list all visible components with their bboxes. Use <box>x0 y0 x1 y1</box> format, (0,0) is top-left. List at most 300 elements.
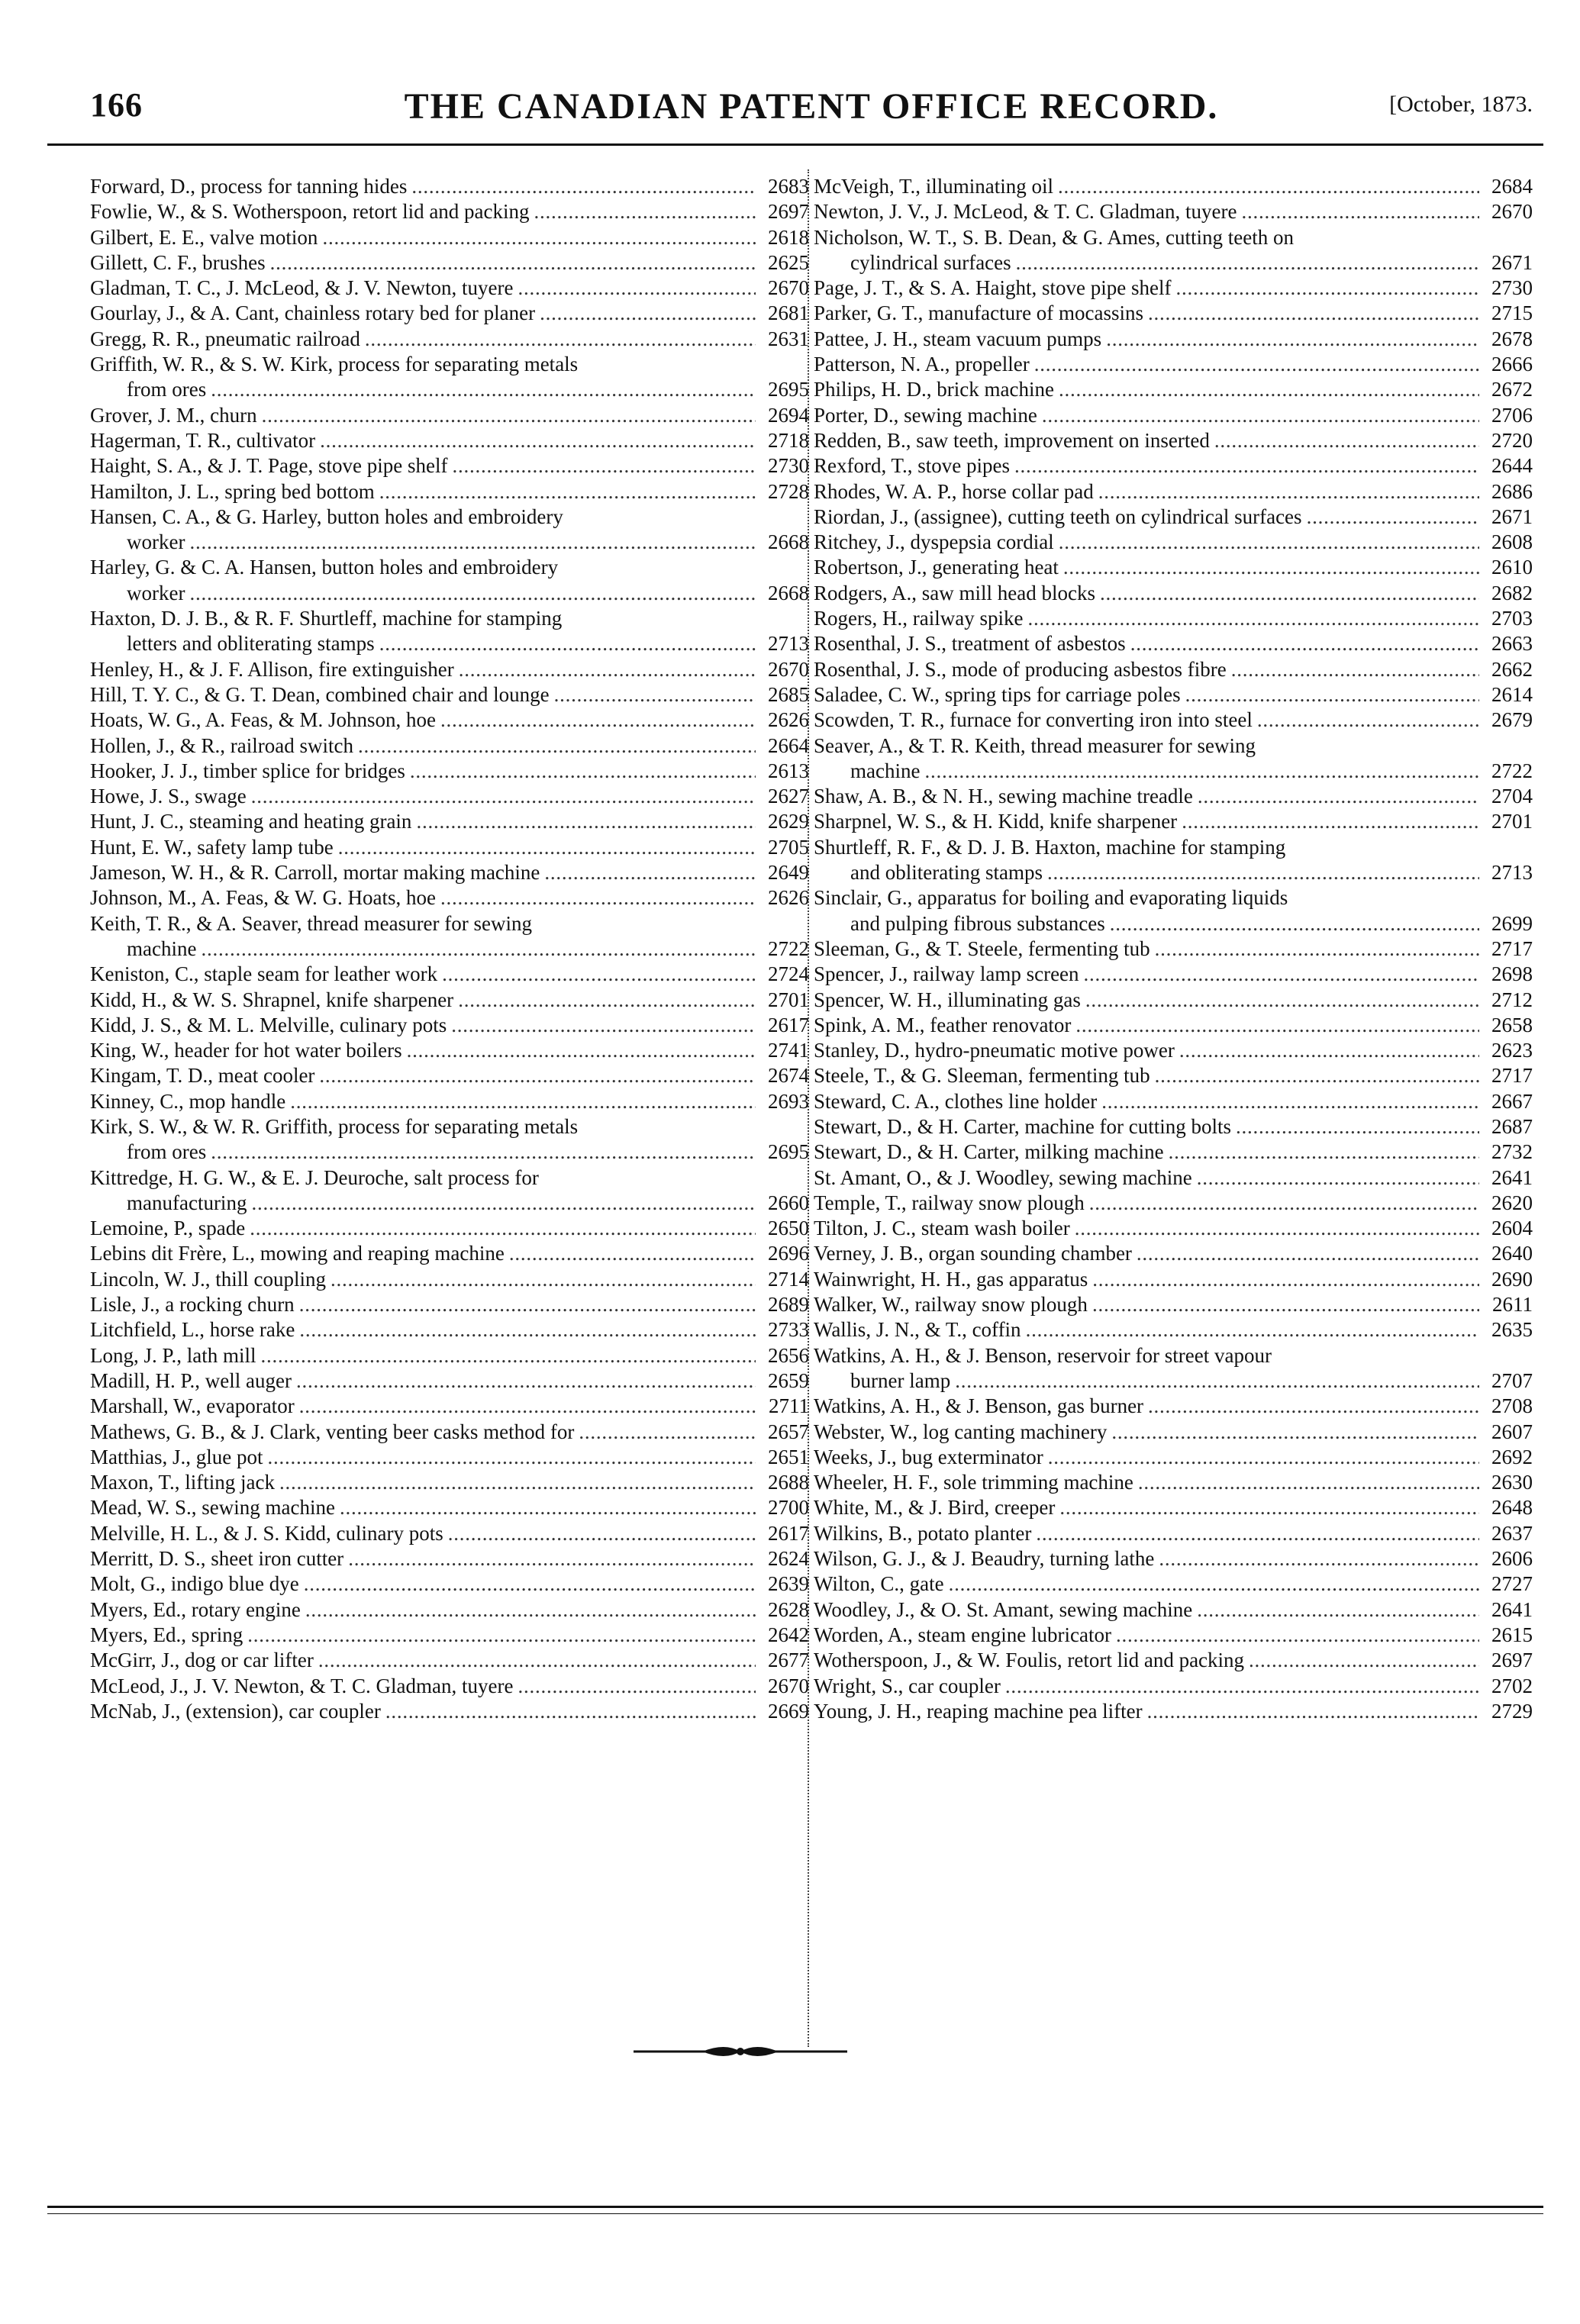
patent-number: 2713 <box>1491 861 1533 885</box>
patent-number: 2705 <box>768 835 809 859</box>
index-entry <box>814 225 1533 276</box>
patent-number: 2641 <box>1491 1597 1533 1621</box>
patent-number: 2688 <box>768 1471 809 1494</box>
entry-text: McNab, J., (extension), car coupler <box>90 1699 381 1723</box>
entry-line <box>90 860 809 885</box>
entry-line <box>90 1623 809 1648</box>
entry-text: McGirr, J., dog or car lifter <box>90 1649 314 1672</box>
patent-number: 2722 <box>768 936 809 960</box>
entry-line <box>90 504 809 530</box>
entry-text: Hunt, E. W., safety lamp tube <box>90 835 334 859</box>
index-entry <box>814 403 1533 428</box>
index-entry <box>814 174 1533 199</box>
patent-number: 2711 <box>769 1394 809 1418</box>
patent-number: 2717 <box>1491 936 1533 960</box>
patent-number: 2667 <box>1491 1089 1533 1113</box>
entry-text: Nicholson, W. T., S. B. Dean, & G. Ames, cutting teeth on <box>814 225 1294 249</box>
entry-line <box>90 1699 809 1724</box>
patent-number: 2607 <box>1491 1420 1533 1443</box>
entry-line <box>814 327 1533 352</box>
entry-text: Jameson, W. H., & R. Carroll, mortar making machine <box>90 861 540 885</box>
dot-leader <box>544 860 756 885</box>
dot-leader <box>304 1571 756 1597</box>
entry-line <box>814 1470 1533 1495</box>
index-entry <box>90 1165 809 1217</box>
entry-text: Steward, C. A., clothes line holder <box>814 1089 1098 1113</box>
dot-leader <box>379 631 756 656</box>
patent-number: 2712 <box>1491 988 1533 1011</box>
entry-line <box>90 1038 809 1063</box>
entry-line <box>90 1267 809 1292</box>
entry-text: Fowlie, W., & S. Wotherspoon, retort lid and packing <box>90 200 530 224</box>
entry-line <box>90 174 809 199</box>
dot-leader <box>385 1699 756 1724</box>
footer-rule-thin <box>47 2213 1543 2214</box>
entry-text: Hooker, J. J., timber splice for bridges <box>90 759 405 782</box>
patent-number: 2697 <box>768 200 809 224</box>
entry-line <box>90 1546 809 1571</box>
dot-leader <box>1059 530 1479 555</box>
entry-text: Stewart, D., & H. Carter, machine for cutting bolts <box>814 1114 1232 1138</box>
patent-number: 2696 <box>768 1242 809 1265</box>
patent-number: 2608 <box>1491 530 1533 554</box>
entry-line <box>814 733 1533 759</box>
entry-continuation-line <box>90 377 809 402</box>
dot-leader <box>340 1495 756 1520</box>
index-entry <box>814 199 1533 224</box>
entry-line <box>90 1343 809 1368</box>
entry-text: Riordan, J., (assignee), cutting teeth on cylindrical surfaces <box>814 504 1302 528</box>
dot-leader <box>440 708 756 733</box>
entry-text: Walker, W., railway snow plough <box>814 1293 1088 1317</box>
patent-number: 2660 <box>768 1191 809 1214</box>
entry-text: Hansen, C. A., & G. Harley, button holes and embroidery <box>90 504 563 528</box>
patent-number: 2684 <box>1491 175 1533 198</box>
entry-text: Lemoine, P., spade <box>90 1217 246 1240</box>
dot-leader <box>1197 1597 1479 1623</box>
entry-line <box>814 1292 1533 1317</box>
entry-text: Patterson, N. A., propeller <box>814 353 1030 376</box>
entry-line <box>814 428 1533 453</box>
dot-leader <box>1155 936 1479 962</box>
index-entry <box>90 1013 809 1038</box>
index-entry <box>90 301 809 326</box>
index-entry <box>90 1241 809 1266</box>
index-entry <box>814 1038 1533 1063</box>
entry-line <box>90 1648 809 1673</box>
patent-number: 2724 <box>768 962 809 986</box>
index-entry <box>90 860 809 885</box>
entry-text: Tilton, J. C., steam wash boiler <box>814 1217 1070 1240</box>
index-entry <box>90 1089 809 1114</box>
index-entry <box>90 1571 809 1597</box>
dot-leader <box>296 1368 756 1394</box>
index-entry <box>90 352 809 403</box>
index-entry <box>814 1114 1533 1139</box>
index-entry <box>90 1546 809 1571</box>
entry-line <box>90 428 809 453</box>
patent-number: 2614 <box>1491 682 1533 706</box>
dot-leader <box>1231 657 1479 682</box>
entry-line <box>90 1368 809 1394</box>
entry-text: Gladman, T. C., J. McLeod, & J. V. Newton, tuyere <box>90 276 514 300</box>
patent-number: 2707 <box>1491 1368 1533 1392</box>
patent-number: 2708 <box>1491 1394 1533 1418</box>
index-entry <box>814 1292 1533 1317</box>
dot-leader <box>211 377 756 402</box>
entry-text: machine <box>127 936 197 960</box>
dot-leader <box>1092 1292 1479 1317</box>
dot-leader <box>348 1546 756 1571</box>
entry-line <box>814 1674 1533 1699</box>
patent-number: 2662 <box>1491 657 1533 681</box>
entry-text: Wilson, G. J., & J. Beaudry, turning lathe <box>814 1547 1155 1571</box>
entry-continuation-line <box>814 1368 1533 1394</box>
column-divider <box>808 169 809 2047</box>
entry-line <box>90 759 809 784</box>
index-entry <box>90 174 809 199</box>
entry-text: Mead, W. S., sewing machine <box>90 1496 335 1520</box>
entry-line <box>814 352 1533 377</box>
patent-number: 2728 <box>768 479 809 503</box>
dot-leader <box>924 759 1479 784</box>
dot-leader <box>1085 988 1479 1013</box>
entry-continuation-line <box>90 530 809 555</box>
dot-leader <box>955 1368 1479 1394</box>
entry-line <box>90 682 809 708</box>
entry-line <box>814 377 1533 402</box>
index-entry <box>814 1699 1533 1724</box>
entry-text: Gilbert, E. E., valve motion <box>90 225 318 249</box>
entry-text: burner lamp <box>850 1368 951 1392</box>
entry-text: Pattee, J. H., steam vacuum pumps <box>814 327 1102 350</box>
entry-line <box>814 885 1533 911</box>
index-entry <box>90 276 809 301</box>
entry-continuation-line <box>90 581 809 606</box>
entry-line <box>814 453 1533 479</box>
entry-text: McLeod, J., J. V. Newton, & T. C. Gladman, tuyere <box>90 1674 514 1697</box>
patent-number: 2703 <box>1491 607 1533 630</box>
entry-text: manufacturing <box>127 1191 247 1214</box>
entry-text: Temple, T., railway snow plough <box>814 1191 1085 1214</box>
patent-number: 2626 <box>768 708 809 732</box>
dot-leader <box>1014 453 1479 479</box>
entry-line <box>814 1114 1533 1139</box>
entry-text: Harley, G. & C. A. Hansen, button holes and embroidery <box>90 556 559 579</box>
index-entry <box>814 327 1533 352</box>
entry-text: Litchfield, L., horse rake <box>90 1318 295 1342</box>
dot-leader <box>251 784 756 809</box>
patent-number: 2640 <box>1491 1242 1533 1265</box>
patent-number: 2699 <box>1491 911 1533 935</box>
entry-text: Myers, Ed., rotary engine <box>90 1597 301 1621</box>
entry-line <box>814 1191 1533 1216</box>
entry-continuation-line <box>90 1191 809 1216</box>
index-entry <box>814 1648 1533 1673</box>
entry-line <box>814 962 1533 987</box>
journal-title: THE CANADIAN PATENT OFFICE RECORD. <box>404 86 1219 127</box>
patent-number: 2730 <box>1491 276 1533 300</box>
patent-number: 2664 <box>768 733 809 757</box>
dot-leader <box>262 403 756 428</box>
entry-line <box>90 988 809 1013</box>
index-entry <box>90 1292 809 1317</box>
dot-leader <box>331 1267 756 1292</box>
entry-text: Merritt, D. S., sheet iron cutter <box>90 1547 344 1571</box>
dot-leader <box>1084 962 1479 987</box>
entry-text: Scowden, T. R., furnace for converting iron into steel <box>814 708 1253 732</box>
patent-number: 2630 <box>1491 1471 1533 1494</box>
entry-text: Hamilton, J. L., spring bed bottom <box>90 479 375 503</box>
patent-number: 2727 <box>1491 1572 1533 1596</box>
dot-leader <box>1179 1038 1479 1063</box>
index-entry <box>814 1063 1533 1088</box>
patent-number: 2670 <box>768 657 809 681</box>
patent-number: 2681 <box>768 301 809 325</box>
entry-line <box>90 1013 809 1038</box>
entry-text: McVeigh, T., illuminating oil <box>814 175 1053 198</box>
index-entry <box>90 225 809 250</box>
entry-text: Gourlay, J., & A. Cant, chainless rotary bed for planer <box>90 301 536 325</box>
dot-leader <box>1257 708 1479 733</box>
dot-leader <box>1059 1495 1479 1520</box>
index-entry <box>814 885 1533 936</box>
entry-line <box>90 1470 809 1495</box>
entry-text: Rogers, H., railway spike <box>814 607 1024 630</box>
index-entry <box>814 1013 1533 1038</box>
entry-line <box>90 962 809 987</box>
dot-leader <box>1111 1420 1479 1445</box>
entry-line <box>814 1495 1533 1520</box>
entry-text: Wilkins, B., potato planter <box>814 1521 1032 1545</box>
dot-leader <box>1236 1114 1479 1139</box>
entry-line <box>814 708 1533 733</box>
patent-number: 2715 <box>1491 301 1533 325</box>
index-entry <box>90 885 809 911</box>
dot-leader <box>1147 1699 1479 1724</box>
entry-text: Philips, H. D., brick machine <box>814 378 1054 401</box>
entry-line <box>90 809 809 834</box>
entry-text: Sinclair, G., apparatus for boiling and evaporating liquids <box>814 886 1288 910</box>
entry-line <box>814 1165 1533 1191</box>
entry-line <box>90 1241 809 1266</box>
patent-number: 2674 <box>768 1064 809 1088</box>
patent-number: 2701 <box>1491 810 1533 833</box>
entry-line <box>814 1089 1533 1114</box>
patent-number: 2695 <box>768 1140 809 1164</box>
patent-number: 2669 <box>768 1699 809 1723</box>
entry-line <box>90 708 809 733</box>
index-entry <box>814 1495 1533 1520</box>
entry-line <box>90 911 809 936</box>
index-entry <box>814 784 1533 809</box>
dot-leader <box>1047 860 1479 885</box>
index-entry <box>814 530 1533 555</box>
entry-text: Shurtleff, R. F., & D. J. B. Haxton, machine for stamping <box>814 835 1286 859</box>
dot-leader <box>201 936 756 962</box>
entry-text: Maxon, T., lifting jack <box>90 1471 275 1494</box>
dot-leader <box>1148 1394 1479 1419</box>
entry-text: Gregg, R. R., pneumatic railroad <box>90 327 360 350</box>
patent-number: 2658 <box>1491 1013 1533 1036</box>
patent-number: 2685 <box>768 682 809 706</box>
entry-text: Seaver, A., & T. R. Keith, thread measurer for sewing <box>814 733 1256 757</box>
dot-leader <box>279 1470 756 1495</box>
index-entry <box>90 327 809 352</box>
entry-text: Spencer, W. H., illuminating gas <box>814 988 1081 1011</box>
index-entry <box>814 581 1533 606</box>
entry-text: Webster, W., log canting machinery <box>814 1420 1108 1443</box>
entry-text: Henley, H., & J. F. Allison, fire extinguisher <box>90 657 454 681</box>
entry-text: White, M., & J. Bird, creeper <box>814 1496 1056 1520</box>
entry-line <box>814 1317 1533 1343</box>
entry-text: Steele, T., & G. Sleeman, fermenting tub <box>814 1064 1150 1088</box>
entry-line <box>90 835 809 860</box>
index-column-left <box>90 174 809 1724</box>
index-entry <box>90 988 809 1013</box>
dot-leader <box>452 453 756 479</box>
entry-line <box>90 1165 809 1191</box>
dot-leader <box>211 1139 756 1165</box>
index-entry <box>90 199 809 224</box>
index-entry <box>90 1063 809 1088</box>
dot-leader <box>1241 199 1479 224</box>
dot-leader <box>338 835 756 860</box>
patent-number: 2624 <box>768 1547 809 1571</box>
entry-line <box>90 1495 809 1520</box>
patent-number: 2642 <box>768 1623 809 1646</box>
index-entry <box>90 403 809 428</box>
index-entry <box>90 1343 809 1368</box>
dot-leader <box>459 657 756 682</box>
dot-leader <box>1137 1241 1479 1266</box>
entry-text: Newton, J. V., J. McLeod, & T. C. Gladman, tuyere <box>814 200 1237 224</box>
dot-leader <box>1110 911 1479 936</box>
entry-text: Johnson, M., A. Feas, & W. G. Hoats, hoe <box>90 886 437 910</box>
index-entry <box>814 1216 1533 1241</box>
index-entry <box>814 453 1533 479</box>
patent-number: 2670 <box>768 276 809 300</box>
index-entry <box>814 1445 1533 1470</box>
entry-text: Haxton, D. J. B., & R. F. Shurtleff, machine for stamping <box>90 607 563 630</box>
entry-text: Worden, A., steam engine lubricator <box>814 1623 1111 1646</box>
dot-leader <box>1042 403 1479 428</box>
entry-line <box>814 1445 1533 1470</box>
entry-text: letters and obliterating stamps <box>127 632 375 656</box>
dot-leader <box>189 530 756 555</box>
dot-leader <box>1159 1546 1479 1571</box>
entry-text: from ores <box>127 378 207 401</box>
patent-number: 2689 <box>768 1293 809 1317</box>
dot-leader <box>1148 301 1479 326</box>
patent-number: 2729 <box>1491 1699 1533 1723</box>
index-entry <box>814 428 1533 453</box>
entry-line <box>814 1597 1533 1623</box>
dot-leader <box>518 1674 756 1699</box>
entry-text: Wheeler, H. F., sole trimming machine <box>814 1471 1133 1494</box>
dot-leader <box>416 809 756 834</box>
index-entry <box>90 1699 809 1724</box>
entry-text: Matthias, J., glue pot <box>90 1445 263 1468</box>
entry-line <box>90 885 809 911</box>
index-entry <box>814 657 1533 682</box>
patent-number: 2720 <box>1491 428 1533 452</box>
entry-line <box>814 1648 1533 1673</box>
patent-number: 2610 <box>1491 556 1533 579</box>
patent-number: 2671 <box>1491 504 1533 528</box>
entry-text: Kinney, C., mop handle <box>90 1089 286 1113</box>
dot-leader <box>440 885 756 911</box>
index-entry <box>90 809 809 834</box>
entry-text: Porter, D., sewing machine <box>814 403 1037 427</box>
patent-number: 2722 <box>1491 759 1533 782</box>
dot-leader <box>1092 1267 1479 1292</box>
entry-text: Spencer, J., railway lamp screen <box>814 962 1079 986</box>
dot-leader <box>1182 809 1479 834</box>
entry-line <box>90 352 809 377</box>
entry-text: Rhodes, W. A. P., horse collar pad <box>814 479 1094 503</box>
index-entry <box>90 835 809 860</box>
entry-line <box>814 835 1533 860</box>
entry-line <box>814 1038 1533 1063</box>
index-entry <box>814 276 1533 301</box>
entry-line <box>814 530 1533 555</box>
entry-line <box>814 403 1533 428</box>
index-entry <box>90 1267 809 1292</box>
entry-line <box>814 1699 1533 1724</box>
entry-text: St. Amant, O., & J. Woodley, sewing machine <box>814 1165 1192 1189</box>
patent-number: 2717 <box>1491 1064 1533 1088</box>
dot-leader <box>247 1623 756 1648</box>
index-entry <box>90 555 809 606</box>
dot-leader <box>1169 1139 1479 1165</box>
entry-line <box>814 276 1533 301</box>
entry-text: Griffith, W. R., & S. W. Kirk, process for separating metals <box>90 353 579 376</box>
index-entry <box>90 708 809 733</box>
dot-leader <box>1034 352 1479 377</box>
dot-leader <box>261 1343 756 1368</box>
entry-line <box>814 1571 1533 1597</box>
entry-line <box>814 1241 1533 1266</box>
dot-leader <box>270 250 756 276</box>
patent-number: 2644 <box>1491 454 1533 478</box>
entry-text: Kingam, T. D., meat cooler <box>90 1064 315 1088</box>
index-entry <box>90 1394 809 1419</box>
entry-line <box>90 1317 809 1343</box>
dot-leader <box>1116 1623 1479 1648</box>
index-entry <box>90 250 809 276</box>
patent-number: 2687 <box>1491 1114 1533 1138</box>
index-entry <box>814 1521 1533 1546</box>
patent-number: 2604 <box>1491 1217 1533 1240</box>
dot-leader <box>299 1317 756 1343</box>
entry-text: and pulping fibrous substances <box>850 911 1105 935</box>
patent-number: 2615 <box>1491 1623 1533 1646</box>
entry-text: Rexford, T., stove pipes <box>814 454 1010 478</box>
dot-leader <box>1048 1445 1479 1470</box>
index-entry <box>90 682 809 708</box>
entry-line <box>814 199 1533 224</box>
dot-leader <box>1175 276 1479 301</box>
entry-text: Kirk, S. W., & W. R. Griffith, process for separating metals <box>90 1114 579 1138</box>
index-entry <box>814 733 1533 785</box>
index-entry <box>90 657 809 682</box>
entry-text: Sleeman, G., & T. Steele, fermenting tub <box>814 936 1150 960</box>
entry-text: and obliterating stamps <box>850 861 1043 885</box>
patent-number: 2671 <box>1491 250 1533 274</box>
entry-line <box>814 581 1533 606</box>
index-entry <box>814 1139 1533 1165</box>
